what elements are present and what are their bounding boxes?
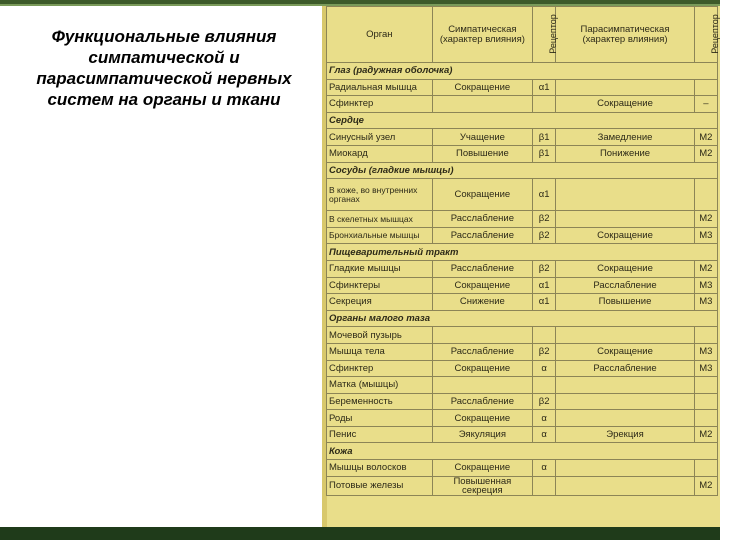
receptor-cell xyxy=(694,393,717,410)
parasympathetic-cell: Расслабление xyxy=(556,360,694,377)
organ-cell: Беременность xyxy=(327,393,433,410)
receptor-cell xyxy=(533,377,556,394)
table-row xyxy=(327,460,718,477)
section-title: Сердце xyxy=(327,112,718,129)
sympathetic-cell: Расслабление xyxy=(432,343,532,360)
header-receptor-2: Рецептор xyxy=(694,7,717,63)
table-row xyxy=(327,96,718,113)
table-row xyxy=(327,145,718,162)
parasympathetic-cell: Расслабление xyxy=(556,277,694,294)
receptor-cell: α xyxy=(533,460,556,477)
receptor-cell: β1 xyxy=(533,145,556,162)
receptor-cell xyxy=(694,327,717,344)
parasympathetic-cell xyxy=(556,476,694,495)
organ-cell: Матка (мышцы) xyxy=(327,377,433,394)
scanned-table-image xyxy=(322,6,720,527)
table-section-row xyxy=(327,112,718,129)
table-row xyxy=(327,79,718,96)
receptor-cell: M2 xyxy=(694,145,717,162)
table-row xyxy=(327,426,718,443)
table-section-row xyxy=(327,443,718,460)
receptor-cell xyxy=(694,79,717,96)
table-row xyxy=(327,179,718,211)
receptor-cell: α1 xyxy=(533,179,556,211)
table-section-row xyxy=(327,310,718,327)
receptor-cell xyxy=(694,179,717,211)
receptor-cell: M2 xyxy=(694,129,717,146)
receptor-cell: α xyxy=(533,426,556,443)
receptor-cell xyxy=(533,327,556,344)
table-row xyxy=(327,277,718,294)
receptor-cell xyxy=(533,476,556,495)
parasympathetic-cell: Понижение xyxy=(556,145,694,162)
receptor-cell xyxy=(533,96,556,113)
sympathetic-cell: Сокращение xyxy=(432,277,532,294)
section-title: Органы малого таза xyxy=(327,310,718,327)
receptor-cell: M3 xyxy=(694,294,717,311)
sympathetic-cell: Эякуляция xyxy=(432,426,532,443)
slide-title: Функциональные влияния симпатической и парасимпатической нервных систем на органы и ткани xyxy=(36,27,292,109)
organ-cell: Бронхиальные мышцы xyxy=(327,227,433,244)
receptor-cell: α xyxy=(533,360,556,377)
sympathetic-cell: Расслабление xyxy=(432,227,532,244)
receptor-cell: α xyxy=(533,410,556,427)
sympathetic-cell xyxy=(432,377,532,394)
organ-cell: Мочевой пузырь xyxy=(327,327,433,344)
sympathetic-cell: Сокращение xyxy=(432,460,532,477)
receptor-cell: β2 xyxy=(533,393,556,410)
parasympathetic-cell: Повышение xyxy=(556,294,694,311)
table-row xyxy=(327,294,718,311)
table-row xyxy=(327,476,718,495)
parasympathetic-cell xyxy=(556,327,694,344)
organ-cell: Синусный узел xyxy=(327,129,433,146)
receptor-cell xyxy=(694,377,717,394)
sympathetic-cell: Сокращение xyxy=(432,360,532,377)
receptor-cell: α1 xyxy=(533,79,556,96)
organ-cell: Мышца тела xyxy=(327,343,433,360)
table-row xyxy=(327,393,718,410)
parasympathetic-cell xyxy=(556,460,694,477)
sympathetic-cell: Учащение xyxy=(432,129,532,146)
organ-cell: Гладкие мышцы xyxy=(327,260,433,277)
receptor-cell xyxy=(694,460,717,477)
sympathetic-cell: Расслабление xyxy=(432,393,532,410)
receptor-cell: M3 xyxy=(694,343,717,360)
receptor-cell: α1 xyxy=(533,294,556,311)
parasympathetic-cell xyxy=(556,377,694,394)
header-sympathetic: Симпатическая (характер влияния) xyxy=(432,7,532,63)
table-row xyxy=(327,129,718,146)
receptor-cell: M3 xyxy=(694,227,717,244)
table-section-row xyxy=(327,162,718,179)
parasympathetic-cell: Эрекция xyxy=(556,426,694,443)
organ-cell: Сфинктер xyxy=(327,96,433,113)
nervous-system-table xyxy=(326,6,718,496)
receptor-cell: M3 xyxy=(694,360,717,377)
organ-cell: Сфинктеры xyxy=(327,277,433,294)
header-receptor-1: Рецептор xyxy=(533,7,556,63)
receptor-cell xyxy=(694,410,717,427)
table-row xyxy=(327,377,718,394)
receptor-cell: M2 xyxy=(694,476,717,495)
sympathetic-cell: Сокращение xyxy=(432,410,532,427)
parasympathetic-cell: Сокращение xyxy=(556,96,694,113)
section-title: Сосуды (гладкие мышцы) xyxy=(327,162,718,179)
organ-cell: Роды xyxy=(327,410,433,427)
receptor-cell: β2 xyxy=(533,260,556,277)
receptor-cell: M3 xyxy=(694,277,717,294)
receptor-cell: – xyxy=(694,96,717,113)
table-row xyxy=(327,343,718,360)
table-row xyxy=(327,260,718,277)
receptor-cell: α1 xyxy=(533,277,556,294)
section-title: Кожа xyxy=(327,443,718,460)
header-parasympathetic: Парасимпатическая (характер влияния) xyxy=(556,7,694,63)
sympathetic-cell: Снижение xyxy=(432,294,532,311)
organ-cell: Секреция xyxy=(327,294,433,311)
table-row xyxy=(327,360,718,377)
parasympathetic-cell xyxy=(556,211,694,228)
parasympathetic-cell xyxy=(556,179,694,211)
receptor-cell: β2 xyxy=(533,343,556,360)
table-row xyxy=(327,410,718,427)
table-header-row xyxy=(327,7,718,63)
sympathetic-cell: Повышение xyxy=(432,145,532,162)
sympathetic-cell: Сокращение xyxy=(432,179,532,211)
sympathetic-cell: Расслабление xyxy=(432,260,532,277)
receptor-cell: β2 xyxy=(533,211,556,228)
section-title: Пищеварительный тракт xyxy=(327,244,718,261)
organ-cell: Сфинктер xyxy=(327,360,433,377)
header-organ: Орган xyxy=(327,7,433,63)
organ-cell: В коже, во внутренних органах xyxy=(327,179,433,211)
receptor-cell: β1 xyxy=(533,129,556,146)
section-title: Глаз (радужная оболочка) xyxy=(327,63,718,80)
table-row xyxy=(327,211,718,228)
table-section-row xyxy=(327,63,718,80)
parasympathetic-cell xyxy=(556,410,694,427)
organ-cell: Радиальная мышца xyxy=(327,79,433,96)
organ-cell: Пенис xyxy=(327,426,433,443)
receptor-cell: M2 xyxy=(694,211,717,228)
organ-cell: Потовые железы xyxy=(327,476,433,495)
bottom-bar xyxy=(0,527,720,540)
sympathetic-cell: Расслабление xyxy=(432,211,532,228)
receptor-cell: β2 xyxy=(533,227,556,244)
table-section-row xyxy=(327,244,718,261)
receptor-cell: M2 xyxy=(694,260,717,277)
sympathetic-cell xyxy=(432,96,532,113)
parasympathetic-cell: Сокращение xyxy=(556,343,694,360)
sympathetic-cell: Повышенная секреция xyxy=(432,476,532,495)
table-row xyxy=(327,227,718,244)
parasympathetic-cell xyxy=(556,393,694,410)
parasympathetic-cell: Сокращение xyxy=(556,260,694,277)
sympathetic-cell: Сокращение xyxy=(432,79,532,96)
organ-cell: Миокард xyxy=(327,145,433,162)
organ-cell: В скелетных мышцах xyxy=(327,211,433,228)
parasympathetic-cell xyxy=(556,79,694,96)
receptor-cell: M2 xyxy=(694,426,717,443)
table-row xyxy=(327,327,718,344)
organ-cell: Мышцы волосков xyxy=(327,460,433,477)
parasympathetic-cell: Сокращение xyxy=(556,227,694,244)
parasympathetic-cell: Замедление xyxy=(556,129,694,146)
sympathetic-cell xyxy=(432,327,532,344)
